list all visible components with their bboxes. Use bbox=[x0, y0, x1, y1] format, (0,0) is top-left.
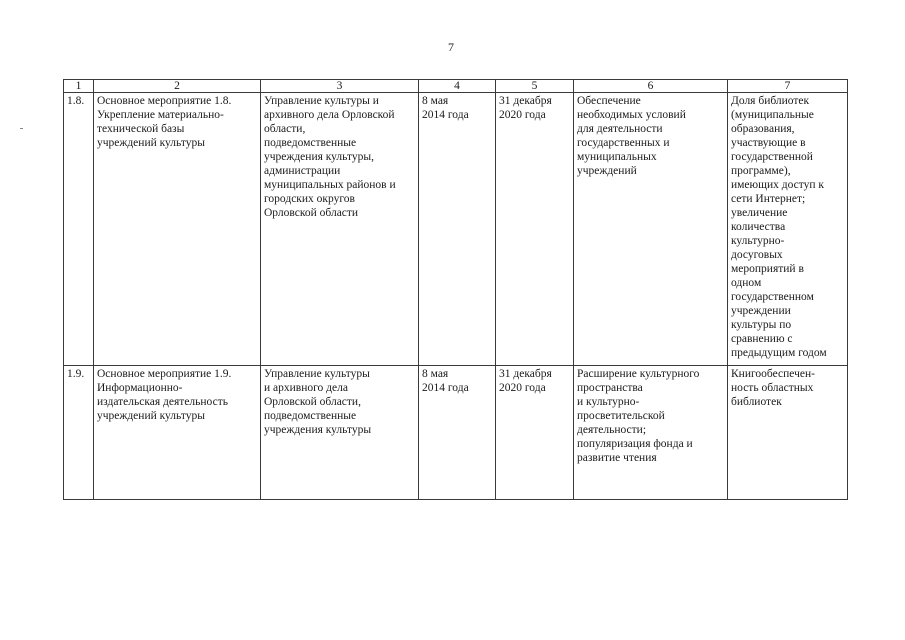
end-date-cell: 31 декабря 2020 года bbox=[496, 93, 574, 366]
expected-result-cell: Расширение культурного пространства и культурно- просветительской деятельности; популяризация фонда и развитие чтения bbox=[574, 366, 728, 500]
header-cell: 4 bbox=[419, 80, 496, 93]
row-number-cell: 1.8. bbox=[64, 93, 94, 366]
row-number-cell: 1.9. bbox=[64, 366, 94, 500]
expected-result-cell: Обеспечение необходимых условий для деятельности государственных и муниципальных учреждений bbox=[574, 93, 728, 366]
executor-cell: Управление культуры и архивного дела Орловской области, подведомственные учреждения культуры, администрации муниципальных районов и городских округов Орловской области bbox=[261, 93, 419, 366]
table-header-row bbox=[64, 80, 848, 93]
activity-name-cell: Основное мероприятие 1.9. Информационно- издательская деятельность учреждений культуры bbox=[94, 366, 261, 500]
scan-mark bbox=[20, 128, 23, 129]
table-row bbox=[64, 366, 848, 500]
table-row bbox=[64, 93, 848, 366]
header-cell: 7 bbox=[728, 80, 848, 93]
header-cell: 5 bbox=[496, 80, 574, 93]
executor-cell: Управление культуры и архивного дела Орловской области, подведомственные учреждения культуры bbox=[261, 366, 419, 500]
program-table bbox=[63, 79, 848, 500]
end-date-cell: 31 декабря 2020 года bbox=[496, 366, 574, 500]
header-cell: 1 bbox=[64, 80, 94, 93]
start-date-cell: 8 мая 2014 года bbox=[419, 93, 496, 366]
indicator-cell: Доля библиотек (муниципальные образования, участвующие в государственной программе), имеющих доступ к сети Интернет; увеличение количества культурно- досуговых мероприятий в одном государственном учреждении культуры по сравнению с предыдущим годом bbox=[728, 93, 848, 366]
header-cell: 6 bbox=[574, 80, 728, 93]
header-cell: 3 bbox=[261, 80, 419, 93]
indicator-cell: Книгообеспечен- ность областных библиотек bbox=[728, 366, 848, 500]
page-number: 7 bbox=[448, 40, 454, 54]
header-cell: 2 bbox=[94, 80, 261, 93]
start-date-cell: 8 мая 2014 года bbox=[419, 366, 496, 500]
activity-name-cell: Основное мероприятие 1.8. Укрепление материально- технической базы учреждений культуры bbox=[94, 93, 261, 366]
